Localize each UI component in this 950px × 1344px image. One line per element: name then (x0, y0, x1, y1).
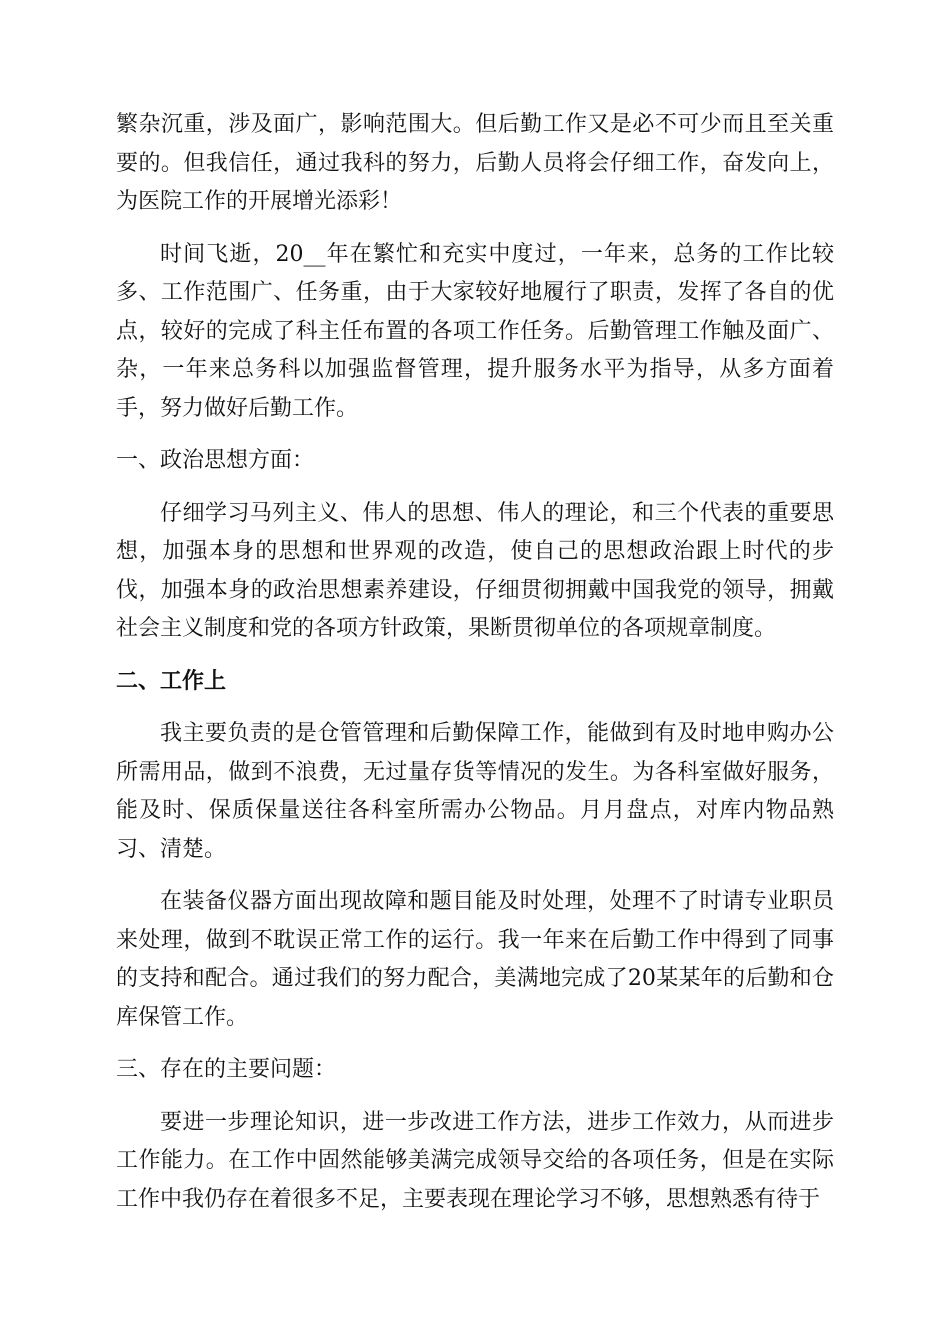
section-heading-3: 三、存在的主要问题： (116, 1057, 337, 1082)
paragraph-5: 在装备仪器方面出现故障和题目能及时处理，处理不了时请专业职员来处理，做到不耽误正常工作的运行。我一年来在后勤工作中得到了同事的支持和配合。通过我们的努力配合，美满地完成了20某某年的后勤和仓库保管工作。 (116, 889, 834, 1030)
section-heading-1: 一、政治思想方面： (116, 448, 315, 473)
document-body (116, 106, 834, 1233)
paragraph-6: 要进一步理论知识，进一步改进工作方法，进步工作效力，从而进步工作能力。在工作中固然能够美满完成领导交给的各项任务，但是在实际工作中我仍存在着很多不足，主要表现在理论学习不够，思想熟悉有待于 (116, 1109, 834, 1212)
paragraph-1: 繁杂沉重，涉及面广，影响范围大。但后勤工作又是必不可少而且至关重要的。但我信任，通过我科的努力，后勤人员将会仔细工作，奋发向上，为医院工作的开展增光添彩！ (116, 112, 834, 214)
paragraph-4: 我主要负责的是仓管管理和后勤保障工作，能做到有及时地申购办公所需用品，做到不浪费，无过量存货等情况的发生。为各科室做好服务，能及时、保质保量送往各科室所需办公物品。月月盘点，对库内物品熟习、清楚。 (116, 721, 834, 862)
section-heading-2: 二、工作上 (116, 668, 227, 694)
paragraph-2: 时间飞逝，20__年在繁忙和充实中度过，一年来，总务的工作比较多、工作范围广、任务重，由于大家较好地履行了职责，发挥了各自的优点，较好的完成了科主任布置的各项工作任务。后勤管理工作触及面广、杂，一年来总务科以加强监督管理，提升服务水平为指导，从多方面着手，努力做好后勤工作。 (116, 241, 834, 421)
paragraph-3: 仔细学习马列主义、伟人的思想、伟人的理论，和三个代表的重要思想，加强本身的思想和世界观的改造，使自己的思想政治跟上时代的步伐，加强本身的政治思想素养建设，仔细贯彻拥戴中国我党的领导，拥戴社会主义制度和党的各项方针政策，果断贯彻单位的各项规章制度。 (116, 500, 834, 641)
